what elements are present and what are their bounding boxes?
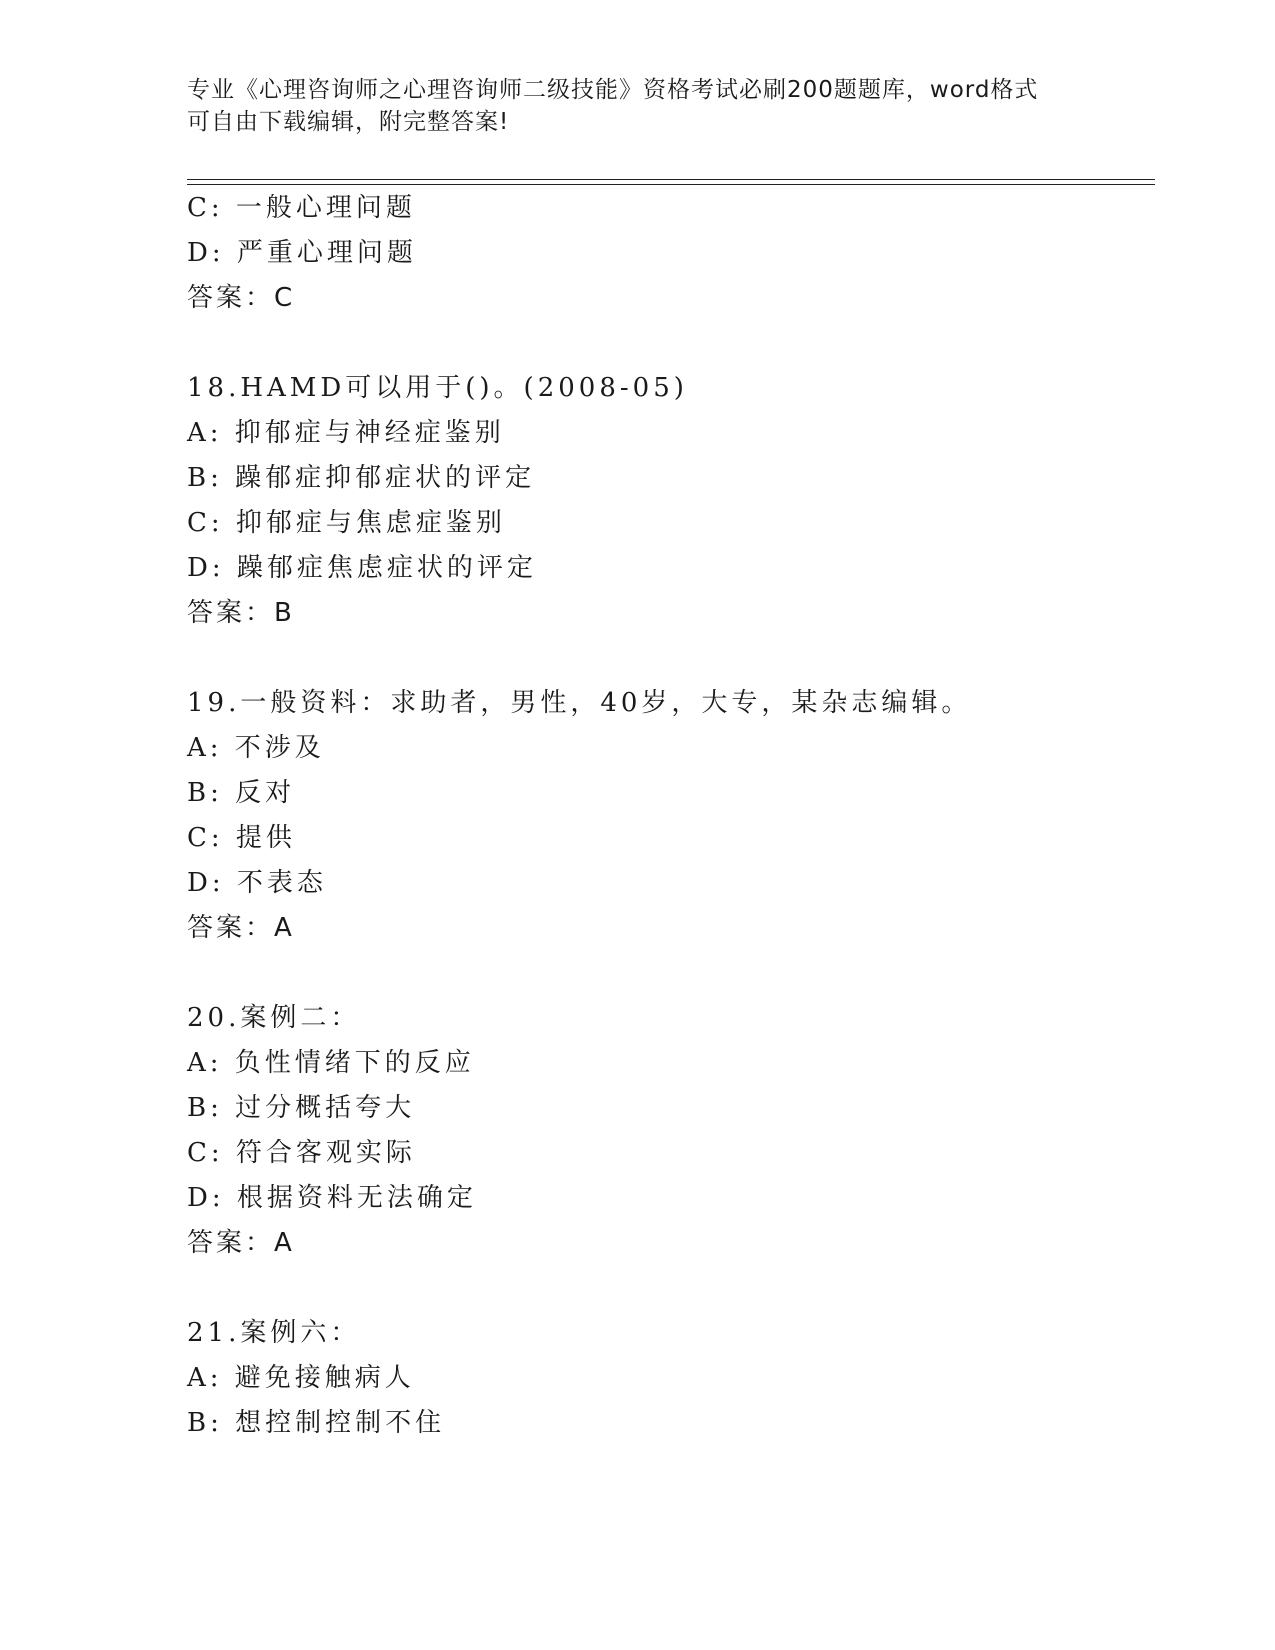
option-c: C: 一般心理问题: [187, 193, 416, 223]
option-d: D: 严重心理问题: [187, 238, 417, 268]
question-stem: 21.案例六：: [187, 1318, 361, 1348]
option-a: A: 抑郁症与神经症鉴别: [187, 418, 505, 448]
option-a: A: 负性情绪下的反应: [187, 1048, 475, 1078]
header-title-line-1: 专业《心理咨询师之心理咨询师二级技能》资格考试必刷200题题库，word格式: [187, 77, 1039, 103]
header-divider-top: [187, 179, 1155, 180]
option-d: D: 根据资料无法确定: [187, 1183, 477, 1213]
header-divider-bottom: [187, 184, 1155, 185]
question-stem: 20.案例二：: [187, 1003, 361, 1033]
question-stem: 19.一般资料：求助者，男性，40岁，大专，某杂志编辑。: [187, 688, 972, 718]
option-d: D: 躁郁症焦虑症状的评定: [187, 553, 537, 583]
answer-line: 答案：C: [187, 283, 296, 313]
option-a: A: 避免接触病人: [187, 1363, 415, 1393]
option-b: B: 躁郁症抑郁症状的评定: [187, 463, 536, 493]
document-header: [187, 74, 1087, 138]
option-b: B: 反对: [187, 778, 296, 808]
option-c: C: 抑郁症与焦虑症鉴别: [187, 508, 506, 538]
option-c: C: 符合客观实际: [187, 1138, 416, 1168]
option-d: D: 不表态: [187, 868, 327, 898]
option-b: B: 想控制控制不住: [187, 1408, 446, 1438]
option-c: C: 提供: [187, 823, 296, 853]
answer-line: 答案：A: [187, 1228, 295, 1258]
header-title-line-2: 可自由下载编辑，附完整答案!: [187, 109, 510, 135]
option-a: A: 不涉及: [187, 733, 325, 763]
option-b: B: 过分概括夸大: [187, 1093, 416, 1123]
answer-line: 答案：A: [187, 913, 295, 943]
question-stem: 18.HAMD可以用于()。(2008-05): [187, 373, 688, 403]
answer-line: 答案：B: [187, 598, 295, 628]
